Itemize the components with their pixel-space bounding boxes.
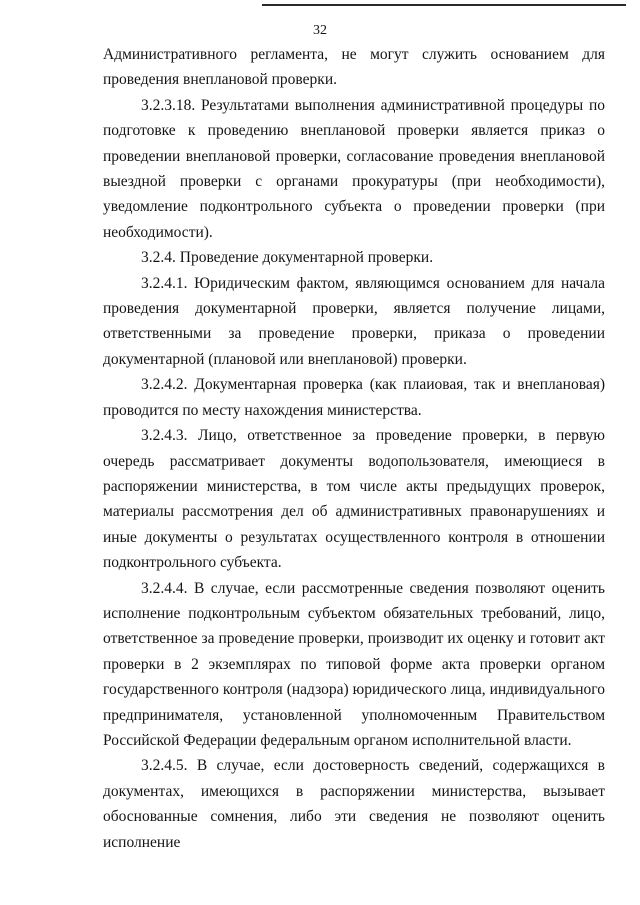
paragraph-3-2-3-18: 3.2.3.18. Результатами выполнения административной процедуры по подготовке к проведению внеплановой проверки является приказ о проведении внеплановой проверки, согласование проведения внеплановой выездной проверки с органами прокуратуры (при необходимости), уведомление подконтрольного субъекта о проведении проверки (при необходимости). [103,96,605,241]
page-number: 32 [313,23,327,38]
section-heading-3-2-4: 3.2.4. Проведение документарной проверки. [141,249,434,267]
paragraph-3-2-4-3: 3.2.4.3. Лицо, ответственное за проведение проверки, в первую очередь рассматривает документы водопользователя, имеющиеся в распоряжении министерства, в том числе акты предыдущих проверок, материалы рассмотрения дел об административных правонарушениях и иные документы о результатах осуществленного контроля в отношении подконтрольного субъекта. [103,427,605,572]
document-body [103,42,605,855]
paragraph-3-2-4-1: 3.2.4.1. Юридическим фактом, являющимся основанием для начала проведения документарной проверки, является получение лицами, ответственными за проведение проверки, приказа о проведении документарной (плановой или внеплановой) проверки. [103,274,605,368]
paragraph-3-2-4-4: 3.2.4.4. В случае, если рассмотренные сведения позволяют оценить исполнение подконтрольным субъектом обязательных требований, лицо, ответственное за проведение проверки, производит их оценку и готовит акт проверки в 2 экземплярах по типовой форме акта проверки органом государственного контроля (надзора) юридического лица, индивидуального предпринимателя, установленной уполномоченным Правительством Российской Федерации федеральным органом исполнительной власти. [103,579,605,749]
paragraph-3-2-4-2: 3.2.4.2. Документарная проверка (как плаиовая, так и внеплановая) проводится по месту нахождения министерства. [103,376,605,419]
top-rule [262,4,626,6]
paragraph-continuation: Административного регламента, не могут служить основанием для проведения внеплановой проверки. [103,46,605,89]
paragraph-3-2-4-5: 3.2.4.5. В случае, если достоверность сведений, содержащихся в документах, имеющихся в распоряжении министерства, вызывает обоснованные сомнения, либо эти сведения не позволяют оценить исполнение [103,757,605,851]
